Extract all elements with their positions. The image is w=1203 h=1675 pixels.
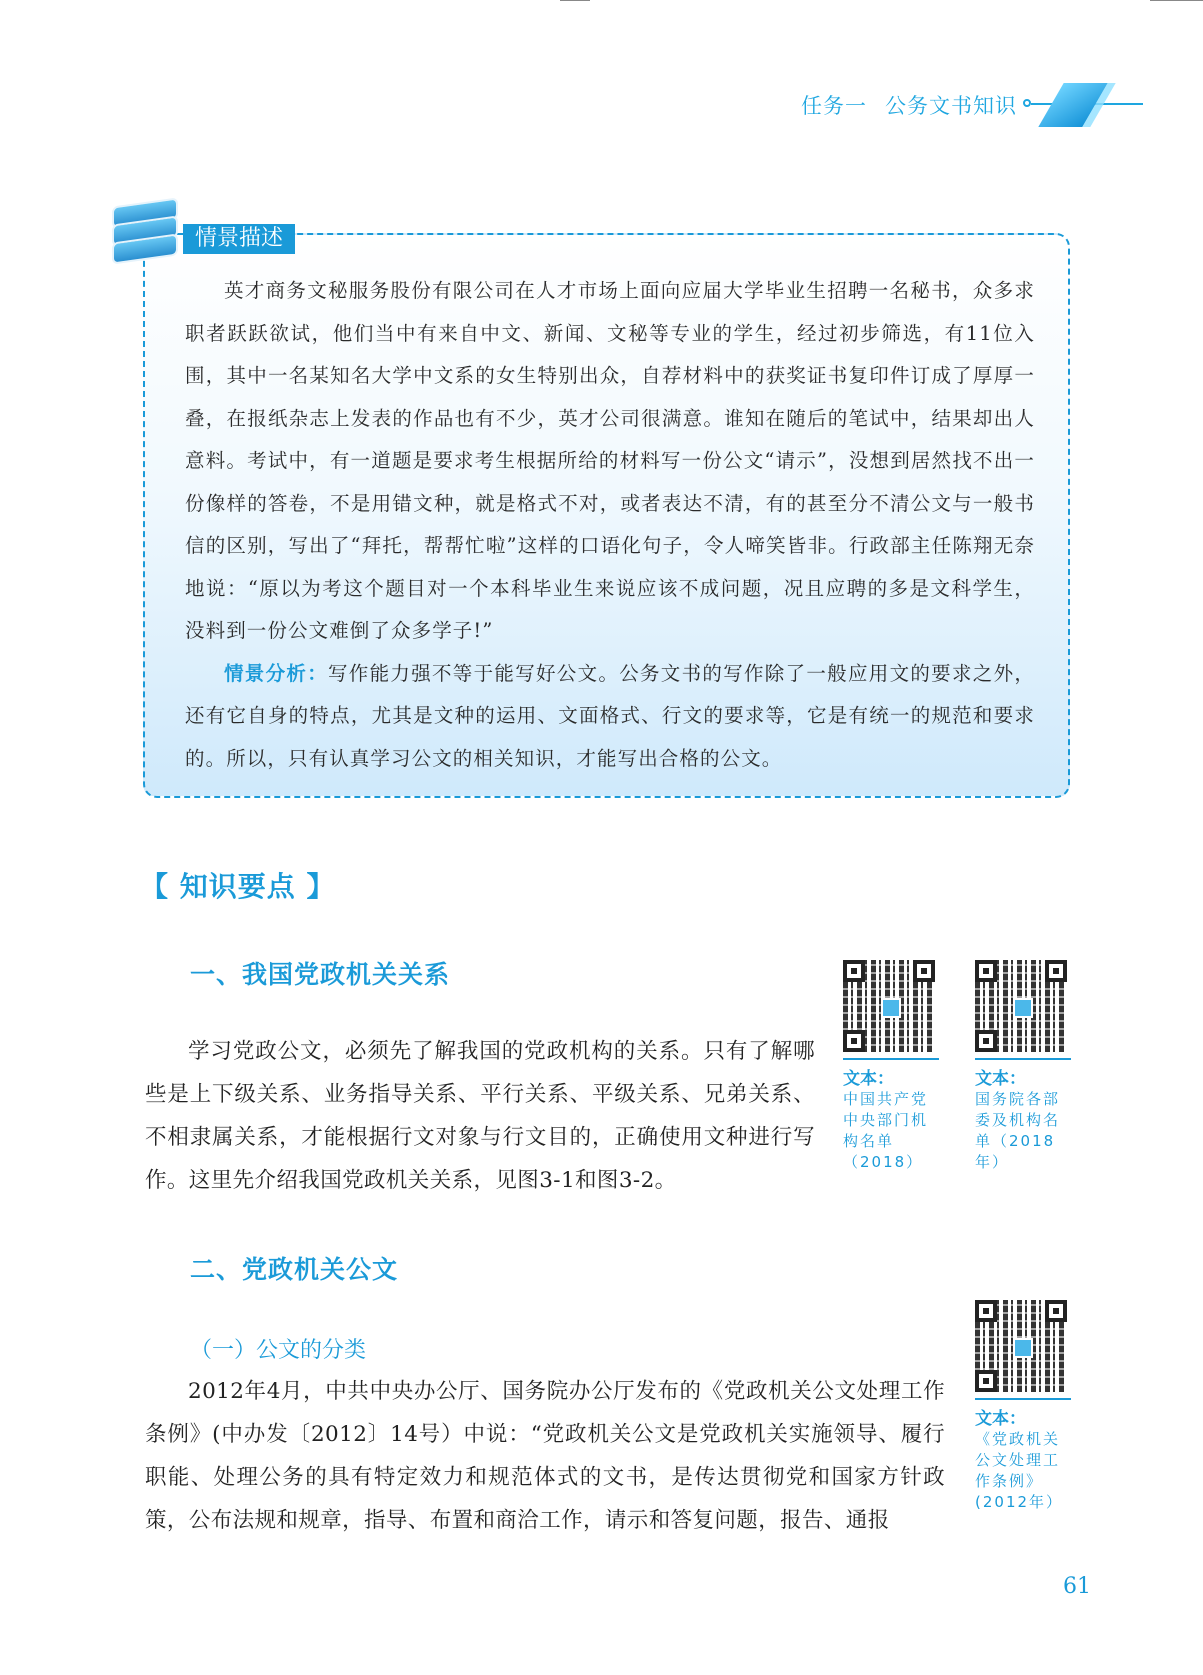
- qr-code-icon[interactable]: [975, 960, 1067, 1052]
- header-task: 任务一: [801, 94, 867, 118]
- scenario-text: 英才商务文秘服务股份有限公司在人才市场上面向应届大学毕业生招聘一名秘书，众多求职者跃跃欲试，他们当中有来自中文、新闻、文秘等专业的学生，经过初步筛选，有11位入围，其中一名某知名大学中文系的女生特别出众，自荐材料中的获奖证书复印件订成了厚厚一叠，在报纸杂志上发表的作品也有不少，英才公司很满意。谁知在随后的笔试中，结果却出人意料。考试中，有一道题是要求考生根据所给的材料写一份公文“请示”，没想到居然找不出一份像样的答卷，不是用错文种，就是格式不对，或者表达不清，有的甚至分不清公文与一般书信的区别，写出了“拜托，帮帮忙啦”这样的口语化句子，令人啼笑皆非。行政部主任陈翔无奈地说：“原以为考这个题目对一个本科毕业生来说应该不成问题，况且应聘的多是文科学生，没料到一份公文难倒了众多学子!”: [185, 279, 1035, 642]
- qr-label: 文本：: [975, 1409, 1026, 1429]
- crop-mark: [560, 0, 590, 1]
- running-header: [801, 80, 1143, 130]
- subsection-title: （一）公文的分类: [190, 1338, 367, 1363]
- qr-divider: [975, 1058, 1071, 1060]
- crop-mark: [1150, 0, 1203, 1]
- section-2-title: 二、党政机关公文: [190, 1255, 399, 1284]
- qr-divider: [843, 1058, 939, 1060]
- analysis-text: 写作能力强不等于能写好公文。公务文书的写作除了一般应用文的要求之外，还有它自身的特点，尤其是文种的运用、文面格式、行文的要求等，它是有统一的规范和要求的。所以，只有认真学习公文的相关知识，才能写出合格的公文。: [185, 661, 1035, 770]
- section-1-body: [145, 1030, 815, 1202]
- qr-code-icon[interactable]: [975, 1300, 1067, 1392]
- section-1-text: 学习党政公文，必须先了解我国的党政机构的关系。只有了解哪些是上下级关系、业务指导关系、平行关系、平级关系、兄弟关系、不相隶属关系，才能根据行文对象与行文目的，正确使用文种进行写作。这里先介绍我国党政机关关系，见图3-1和图3-2。: [145, 1039, 815, 1193]
- analysis-label: 情景分析：: [224, 661, 328, 685]
- qr-label: 文本：: [843, 1069, 894, 1089]
- scenario-body: [185, 270, 1035, 780]
- scenario-tag: 情景描述: [183, 224, 295, 254]
- qr-block-2[interactable]: [975, 960, 1071, 1173]
- qr-label: 文本：: [975, 1069, 1026, 1089]
- page-number: 61: [1063, 1574, 1091, 1599]
- qr-block-1[interactable]: [843, 960, 939, 1173]
- books-stack-icon: [108, 198, 184, 266]
- qr-block-3[interactable]: [975, 1300, 1071, 1513]
- qr-code-icon[interactable]: [843, 960, 935, 1052]
- header-stripe-icon: [1023, 80, 1143, 130]
- scenario-analysis: [185, 653, 1035, 781]
- header-title: 公务文书知识: [885, 94, 1017, 118]
- qr-caption: 《党政机关公文处理工作条例》(2012年）: [975, 1430, 1064, 1511]
- qr-divider: [975, 1398, 1071, 1400]
- section-2-body: [145, 1370, 945, 1542]
- knowledge-title: 【 知识要点 】: [140, 870, 336, 903]
- section-2-text: 2012年4月，中共中央办公厅、国务院办公厅发布的《党政机关公文处理工作条例》(中办发〔2012〕14号）中说：“党政机关公文是党政机关实施领导、履行职能、处理公务的具有特定效力和规范体式的文书，是传达贯彻党和国家方针政策，公布法规和规章，指导、布置和商洽工作，请示和答复问题，报告、通报: [145, 1379, 945, 1533]
- qr-caption: 中国共产党中央部门机构名单（2018）: [843, 1090, 929, 1171]
- section-1-title: 一、我国党政机关关系: [190, 960, 451, 989]
- qr-caption: 国务院各部委及机构名单（2018年）: [975, 1090, 1061, 1171]
